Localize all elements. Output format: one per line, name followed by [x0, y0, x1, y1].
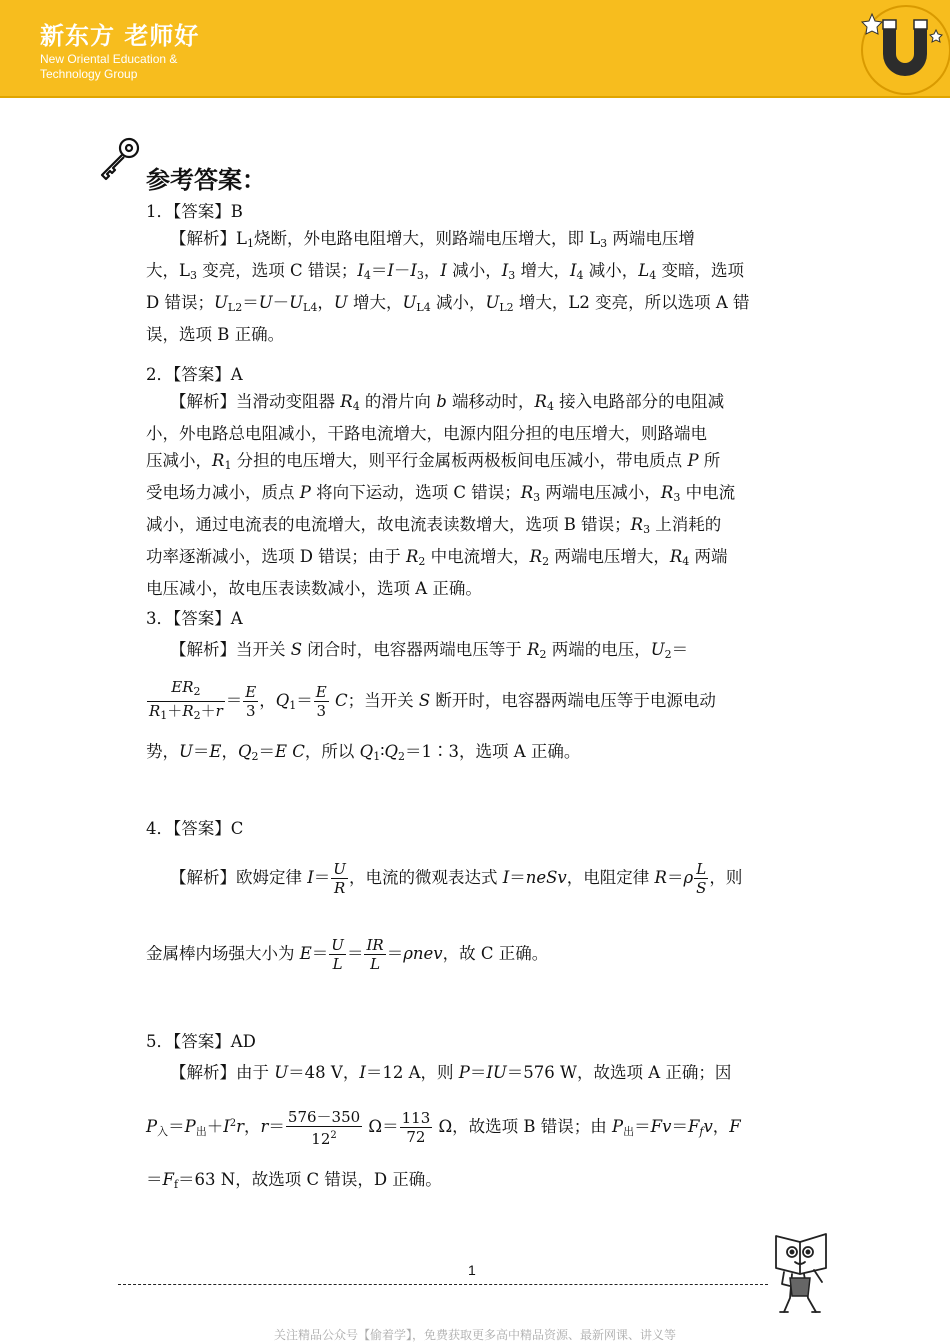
explanation-line: 减小，通过电流表的电流增大，故电流表读数增大，选项 B 错误；$R_3$ 上消耗的 — [146, 515, 722, 536]
explanation-line: 势，U＝E，$Q_2=E$ C，所以 $Q_1∶Q_2=1∶3$，选项 A 正确。 — [146, 742, 581, 763]
magnet-logo-icon — [856, 2, 950, 96]
explanation — [146, 1059, 810, 1198]
explanation — [146, 225, 810, 348]
explanation-line: 电压减小，故电压表读数减小，选项 A 正确。 — [146, 579, 482, 598]
explanation-line: 受电场力减小，质点 P 将向下运动，选项 C 错误；$R_3$ 两端电压减小，$R_3$ 中电流 — [146, 483, 736, 504]
question-2 — [146, 361, 810, 602]
fraction: $\frac{ER_2}{R_1+R_2+r}$ — [147, 678, 225, 725]
key-icon — [94, 134, 144, 184]
fraction: $\frac{U}{R}$ — [333, 860, 346, 897]
answer-line: 4．【答案】C — [146, 819, 244, 838]
brand-en-line2: Technology Group — [40, 67, 138, 81]
answer-line: 3．【答案】A — [146, 609, 243, 628]
reading-mascot-icon — [770, 1228, 832, 1316]
answer-line: 1．【答案】B — [146, 202, 243, 221]
explanation-line: 误，选项 B 正确。 — [146, 325, 285, 344]
fraction: $\frac{576-350}{12^2}$ — [287, 1107, 361, 1148]
explanation-line: 压减小，$R_1$ 分担的电压增大，则平行金属板两极板间电压减小，带电质点 P 所 — [146, 451, 721, 472]
explanation-line: 【解析】当滑动变阻器 $R_4$ 的滑片向 b 端移动时，$R_4$ 接入电路部分的电阻减 — [170, 392, 725, 413]
page-title: 参考答案： — [146, 166, 266, 194]
fraction: $\frac{U}{L}$ — [331, 936, 344, 973]
question-5 — [146, 1028, 810, 1198]
footer-divider — [118, 1284, 768, 1285]
question-1 — [146, 198, 810, 348]
brand-en-line1: New Oriental Education & — [40, 52, 178, 66]
question-4 — [146, 815, 810, 976]
explanation-line: $=F_f=63$ N，故选项 C 错误，D 正确。 — [146, 1170, 442, 1191]
explanation-line: 大，$L_3$ 变亮，选项 C 错误；$I_4=I-I_3$，I 减小，$I_3$ 增大，$I_4$ 减小，$L_4$ 变暗，选项 — [146, 261, 744, 282]
fraction: $\frac{IR}{L}$ — [366, 936, 384, 973]
explanation-line: 小，外电路总电阻减小，干路电流增大，电源内阻分担的电压增大，则路端电 — [146, 424, 707, 443]
explanation-line: 【解析】欧姆定律 I＝ $\frac{U}{R}$ ，电流的微观表达式 I＝neSv，电阻定律 R＝ρ $\frac{L}{S}$ ，则 — [170, 860, 743, 897]
brand-name-cn: 新东方 老师好 — [40, 22, 200, 50]
fraction: $\frac{113}{72}$ — [401, 1109, 431, 1146]
explanation-line: 【解析】当开关 S 闭合时，电容器两端电压等于 $R_2$ 两端的电压，$U_2=$ — [170, 640, 689, 661]
question-3 — [146, 605, 810, 770]
header-banner — [0, 0, 950, 98]
brand-name-en — [40, 52, 240, 82]
explanation-line: 金属棒内场强大小为 E＝ $\frac{U}{L}$ ＝ $\frac{IR}{L}$ ＝ρnev，故 C 正确。 — [146, 936, 549, 973]
explanation — [146, 388, 810, 602]
explanation — [146, 636, 810, 770]
footer-notice: 关注精品公众号【偷着学】，免费获取更多高中精品资源、最新网课、讲义等 — [273, 1328, 676, 1342]
fraction: $\frac{L}{S}$ — [696, 860, 707, 897]
fraction: $\frac{E}{3}$ — [315, 683, 327, 720]
explanation-line: $\frac{ER_2}{R_1+R_2+r}$ ＝ $\frac{E}{3}$ ，$Q_1=$ $\frac{E}{3}$ C；当开关 S 断开时，电容器两端电压等于电源电动 — [146, 678, 810, 728]
explanation-line: 【解析】$L_1$烧断，外电路电阻增大，则路端电压增大，即 $L_3$ 两端电压增 — [170, 229, 695, 250]
explanation-line: $P_入=P_出+I^2r$，r＝ $\frac{576-350}{12^2}$ Ω＝ $\frac{113}{72}$ Ω，故选项 B 错误；由 $P_出=Fv=F_fv$，F — [146, 1107, 741, 1148]
answer-line: 5．【答案】AD — [146, 1032, 256, 1051]
page-number: 1 — [468, 1262, 476, 1278]
answer-line: 2．【答案】A — [146, 365, 243, 384]
explanation-line: D 错误；$U_{L2}=U-U_{L4}$，U 增大，$U_{L4}$ 减小，$U_{L2}$ 增大，L2 变亮，所以选项 A 错 — [146, 293, 750, 314]
explanation — [146, 856, 810, 976]
fraction: $\frac{E}{3}$ — [245, 683, 257, 720]
explanation-line: 功率逐渐减小，选项 D 错误；由于 $R_2$ 中电流增大，$R_2$ 两端电压增大，$R_4$ 两端 — [146, 547, 728, 568]
explanation-line: 【解析】由于 U＝48 V，I＝12 A，则 P＝IU＝576 W，故选项 A 正确；因 — [170, 1063, 732, 1082]
